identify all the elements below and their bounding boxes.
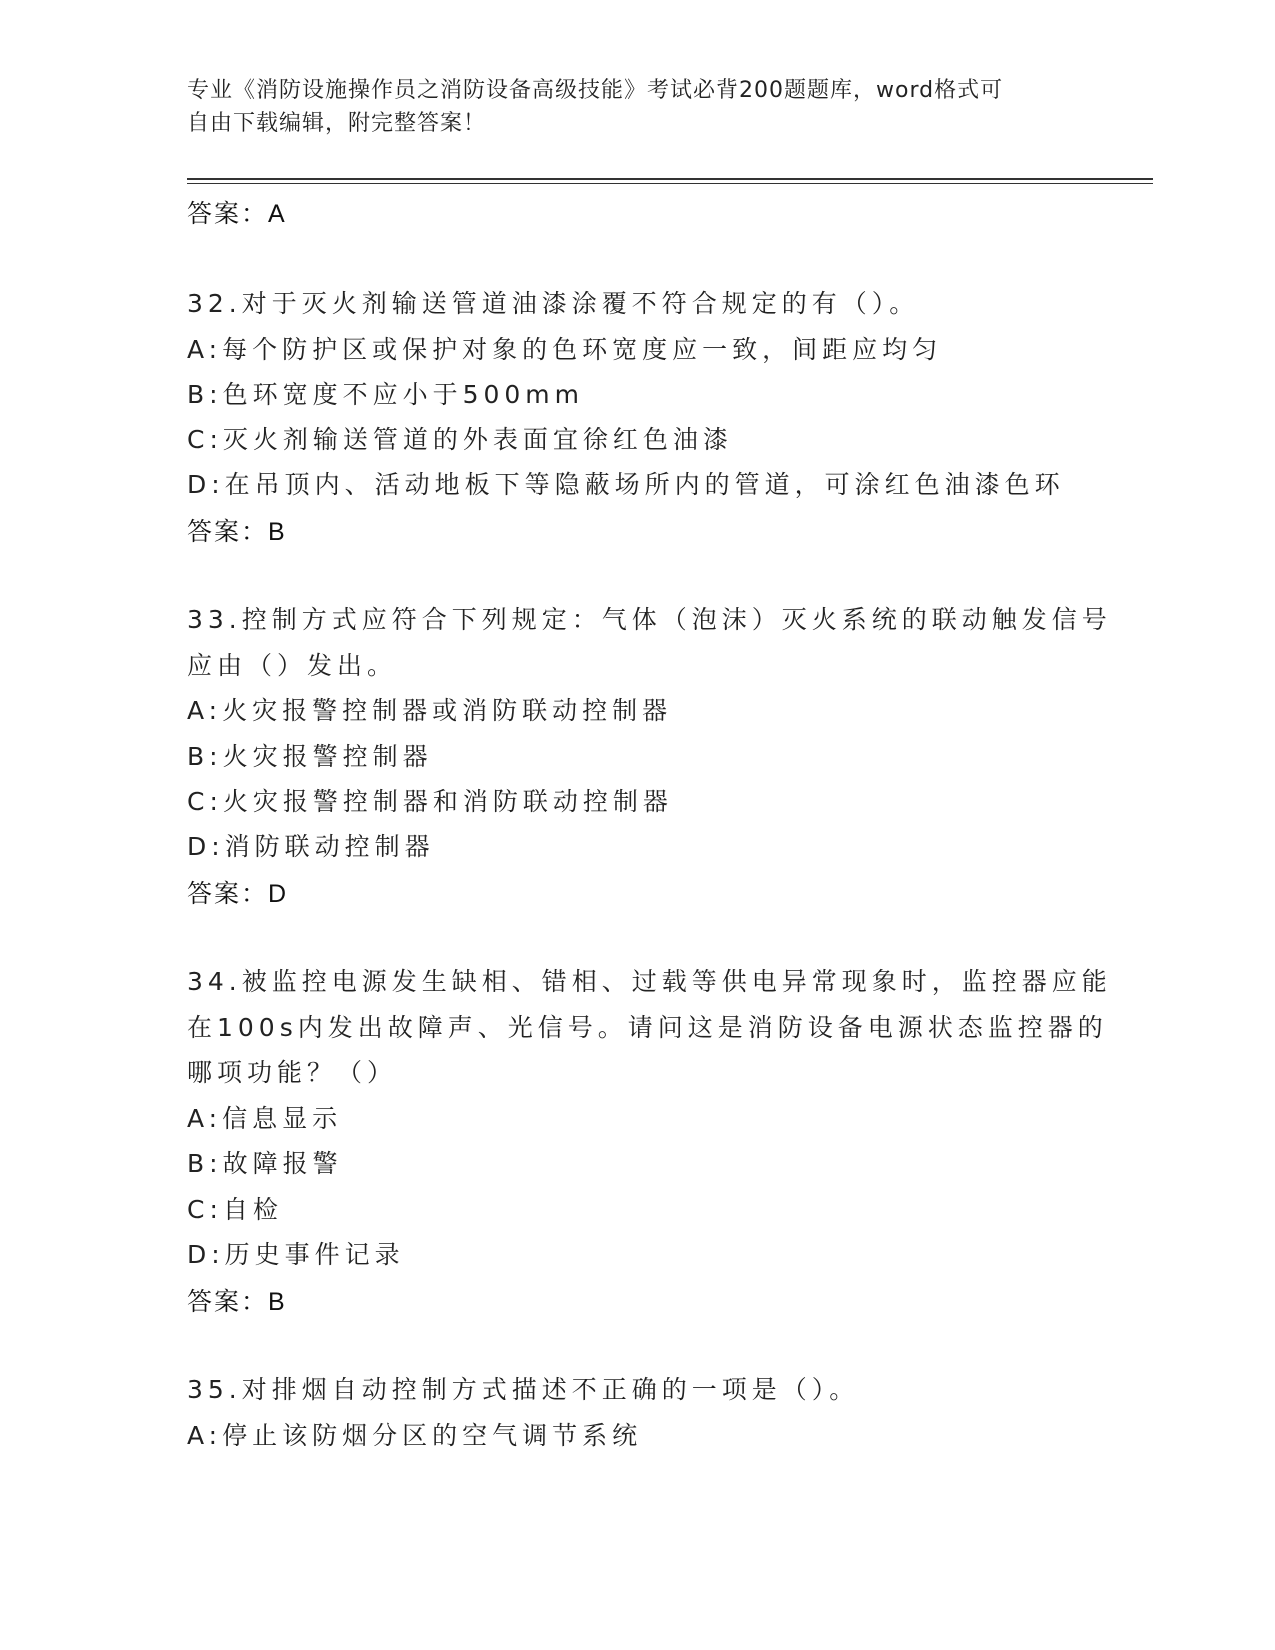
question-34-stem-line-1: 34.被监控电源发生缺相、错相、过载等供电异常现象时，监控器应能: [187, 967, 1112, 996]
question-34-option-a: A:信息显示: [187, 1104, 343, 1133]
header-line-2: 自由下载编辑，附完整答案！: [187, 111, 487, 136]
question-35-stem: 35.对排烟自动控制方式描述不正确的一项是（）。: [187, 1375, 860, 1404]
question-32-option-d: D:在吊顶内、活动地板下等隐蔽场所内的管道，可涂红色油漆色环: [187, 470, 1065, 499]
question-34-stem-line-2: 在100s内发出故障声、光信号。请问这是消防设备电源状态监控器的: [187, 1013, 1108, 1042]
question-35-option-a: A:停止该防烟分区的空气调节系统: [187, 1421, 643, 1450]
question-34-answer: 答案：B: [187, 1288, 287, 1316]
question-34-stem-line-3: 哪项功能？（）: [187, 1058, 398, 1087]
question-33-stem-line-2: 应由（）发出。: [187, 651, 398, 680]
previous-answer: 答案：A: [187, 200, 287, 228]
header-divider-thick: [187, 178, 1153, 180]
question-33-option-b: B:火灾报警控制器: [187, 742, 433, 771]
header-divider-thin: [187, 183, 1153, 184]
question-32-option-c: C:灭火剂输送管道的外表面宜徐红色油漆: [187, 425, 733, 454]
question-33-option-a: A:火灾报警控制器或消防联动控制器: [187, 696, 673, 725]
question-33-answer: 答案：D: [187, 880, 289, 908]
question-33-option-d: D:消防联动控制器: [187, 832, 435, 861]
question-34-option-b: B:故障报警: [187, 1149, 343, 1178]
question-32-answer: 答案：B: [187, 518, 287, 546]
question-32-option-b: B:色环宽度不应小于500mm: [187, 380, 584, 409]
question-33-stem-line-1: 33.控制方式应符合下列规定：气体（泡沫）灭火系统的联动触发信号: [187, 605, 1112, 634]
question-32-stem: 32.对于灭火剂输送管道油漆涂覆不符合规定的有（）。: [187, 289, 920, 318]
document-header: [187, 74, 1067, 140]
question-32-option-a: A:每个防护区或保护对象的色环宽度应一致，间距应均匀: [187, 335, 943, 364]
question-33-option-c: C:火灾报警控制器和消防联动控制器: [187, 787, 673, 816]
question-34-option-c: C:自检: [187, 1195, 283, 1224]
header-line-1: 专业《消防设施操作员之消防设备高级技能》考试必背200题题库，word格式可: [187, 78, 1004, 103]
question-34-option-d: D:历史事件记录: [187, 1240, 405, 1269]
